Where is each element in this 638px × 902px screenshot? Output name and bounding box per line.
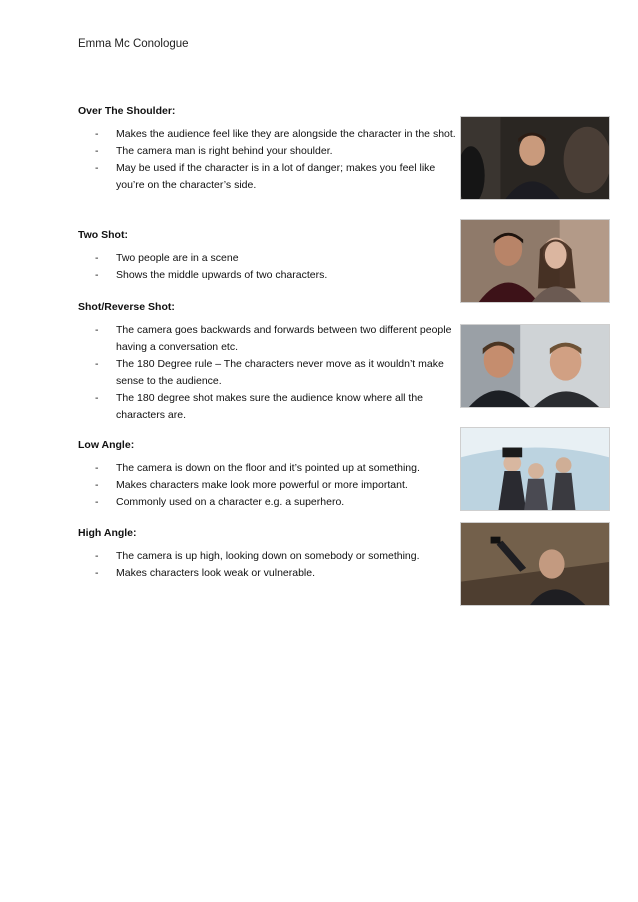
bullet-dash: - xyxy=(95,128,99,140)
two-shot-image xyxy=(460,219,610,303)
bullet-dash: - xyxy=(95,324,99,336)
section-heading: Two Shot: xyxy=(78,229,128,241)
bullet-text: Commonly used on a character e.g. a superhero. xyxy=(116,496,345,508)
bullet-list xyxy=(78,460,458,511)
bullet-text: The camera is down on the floor and it’s pointed up at something. xyxy=(116,462,420,474)
section-heading: Shot/Reverse Shot: xyxy=(78,301,175,313)
over-the-shoulder-image xyxy=(460,116,610,200)
list-item xyxy=(78,548,458,565)
list-item xyxy=(78,322,458,356)
section-heading: Low Angle: xyxy=(78,439,135,451)
bullet-dash: - xyxy=(95,162,99,174)
bullet-text: The 180 Degree rule – The characters never move as it wouldn’t make sense to the audience. xyxy=(116,358,444,387)
section-low-angle xyxy=(78,438,458,511)
bullet-list xyxy=(78,250,458,284)
bullet-text: Two people are in a scene xyxy=(116,252,239,264)
bullet-list xyxy=(78,126,458,194)
list-item xyxy=(78,390,458,424)
high-angle-image xyxy=(460,522,610,606)
bullet-dash: - xyxy=(95,496,99,508)
list-item xyxy=(78,143,458,160)
list-item xyxy=(78,126,458,143)
section-high-angle xyxy=(78,526,458,582)
bullet-dash: - xyxy=(95,145,99,157)
bullet-text: May be used if the character is in a lot of danger; makes you feel like you’re on the character’s side. xyxy=(116,162,436,191)
bullet-dash: - xyxy=(95,567,99,579)
bullet-dash: - xyxy=(95,269,99,281)
bullet-text: The camera is up high, looking down on somebody or something. xyxy=(116,550,420,562)
bullet-list xyxy=(78,322,458,424)
list-item xyxy=(78,565,458,582)
bullet-text: The camera man is right behind your shoulder. xyxy=(116,145,333,157)
low-angle-image xyxy=(460,427,610,511)
list-item xyxy=(78,460,458,477)
bullet-dash: - xyxy=(95,392,99,404)
bullet-dash: - xyxy=(95,479,99,491)
section-shot-reverse-shot xyxy=(78,300,458,424)
list-item xyxy=(78,477,458,494)
section-heading: High Angle: xyxy=(78,527,137,539)
section-two-shot xyxy=(78,228,458,284)
list-item xyxy=(78,250,458,267)
shot-reverse-shot-image xyxy=(460,324,610,408)
bullet-text: Makes characters make look more powerful or more important. xyxy=(116,479,408,491)
section-heading: Over The Shoulder: xyxy=(78,105,176,117)
bullet-list xyxy=(78,548,458,582)
bullet-text: The camera goes backwards and forwards between two different people having a conversation etc. xyxy=(116,324,452,353)
list-item xyxy=(78,160,458,194)
section-over-the-shoulder xyxy=(78,104,458,194)
list-item xyxy=(78,267,458,284)
list-item xyxy=(78,356,458,390)
bullet-dash: - xyxy=(95,358,99,370)
list-item xyxy=(78,494,458,511)
bullet-dash: - xyxy=(95,550,99,562)
author-name: Emma Mc Conologue xyxy=(78,38,189,50)
bullet-dash: - xyxy=(95,462,99,474)
bullet-text: The 180 degree shot makes sure the audience know where all the characters are. xyxy=(116,392,424,421)
bullet-text: Makes characters look weak or vulnerable. xyxy=(116,567,316,579)
bullet-text: Makes the audience feel like they are alongside the character in the shot. xyxy=(116,128,456,140)
bullet-dash: - xyxy=(95,252,99,264)
bullet-text: Shows the middle upwards of two characters. xyxy=(116,269,328,281)
